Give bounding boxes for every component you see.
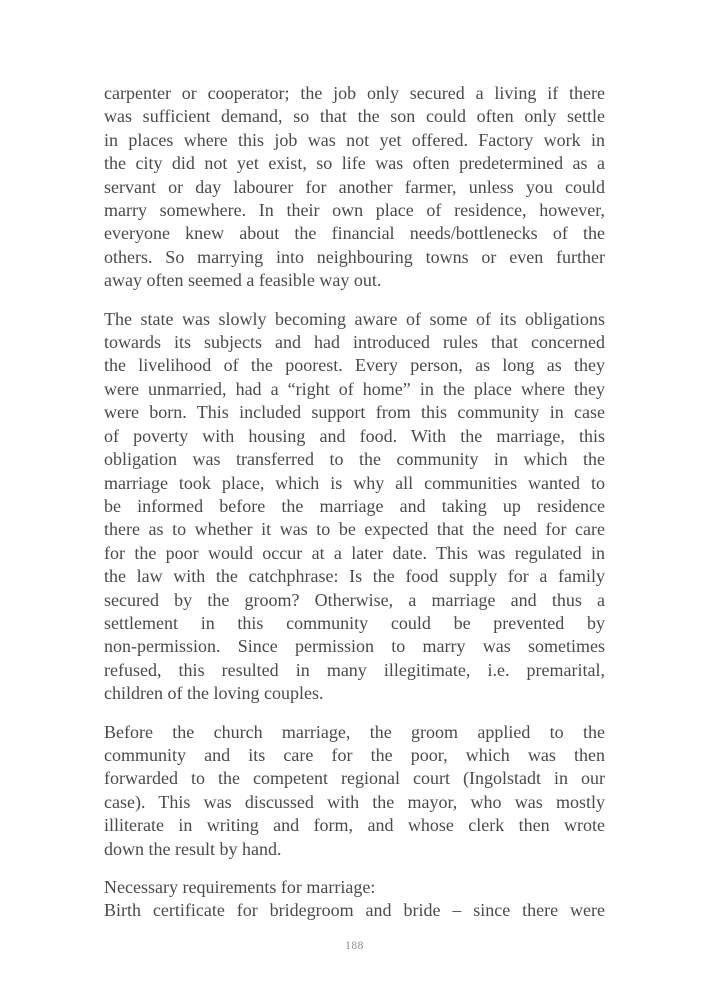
text-line: of poverty with housing and food. With the marriage, this bbox=[104, 425, 605, 446]
text-line: the law with the catchphrase: Is the food supply for a family bbox=[104, 566, 605, 587]
text-line: were unmarried, had a “right of home” in the place where they bbox=[104, 378, 605, 399]
text-line: community and its care for the poor, which was then bbox=[104, 744, 605, 765]
text-line: carpenter or cooperator; the job only secured a living if there bbox=[104, 83, 605, 103]
text-line: were born. This included support from this community in case bbox=[104, 402, 605, 423]
text-line: children of the loving couples. bbox=[104, 683, 324, 704]
text-line: for the poor would occur at a later date. This was regulated in bbox=[104, 542, 605, 563]
text-line: non-permission. Since permission to marry was sometimes bbox=[104, 636, 605, 657]
text-line: others. So marrying into neighbouring towns or even further bbox=[104, 246, 605, 267]
text-line: Before the church marriage, the groom applied to the bbox=[104, 721, 605, 742]
paragraph bbox=[104, 308, 605, 706]
text-line: marriage took place, which is why all communities wanted to bbox=[104, 472, 605, 493]
text-line: away often seemed a feasible way out. bbox=[104, 270, 382, 291]
text-line: The state was slowly becoming aware of some of its obligations bbox=[104, 308, 605, 329]
text-line: in places where this job was not yet offered. Factory work in bbox=[104, 129, 605, 150]
text-line: secured by the groom? Otherwise, a marriage and thus a bbox=[104, 589, 605, 610]
text-line: servant or day labourer for another farmer, unless you could bbox=[104, 176, 605, 197]
text-line: marry somewhere. In their own place of residence, however, bbox=[104, 200, 605, 221]
text-line: everyone knew about the financial needs/bottlenecks of the bbox=[104, 223, 605, 244]
text-line: was sufficient demand, so that the son could often only settle bbox=[104, 106, 605, 127]
text-line: there as to whether it was to be expected that the need for care bbox=[104, 519, 605, 540]
text-line: Necessary requirements for marriage: bbox=[104, 877, 376, 897]
text-line: the livelihood of the poorest. Every person, as long as they bbox=[104, 355, 605, 376]
text-line: case). This was discussed with the mayor, who was mostly bbox=[104, 791, 605, 812]
text-line: forwarded to the competent regional court (Ingolstadt in our bbox=[104, 768, 605, 789]
text-line: down the result by hand. bbox=[104, 838, 282, 859]
text-line: be informed before the marriage and taking up residence bbox=[104, 495, 605, 516]
paragraph bbox=[104, 721, 605, 861]
paragraph bbox=[104, 876, 605, 923]
text-line: settlement in this community could be prevented by bbox=[104, 612, 605, 633]
text-line: refused, this resulted in many illegitimate, i.e. premarital, bbox=[104, 659, 605, 680]
text-line: illiterate in writing and form, and whose clerk then wrote bbox=[104, 815, 605, 836]
page-number: 188 bbox=[345, 940, 364, 952]
paragraph bbox=[104, 82, 605, 293]
text-block bbox=[104, 82, 605, 923]
text-line: obligation was transferred to the community in which the bbox=[104, 449, 605, 470]
text-line: Birth certificate for bridegroom and bride – since there were bbox=[104, 900, 605, 921]
text-line: the city did not yet exist, so life was often predetermined as a bbox=[104, 153, 605, 174]
text-line: towards its subjects and had introduced rules that concerned bbox=[104, 332, 605, 353]
